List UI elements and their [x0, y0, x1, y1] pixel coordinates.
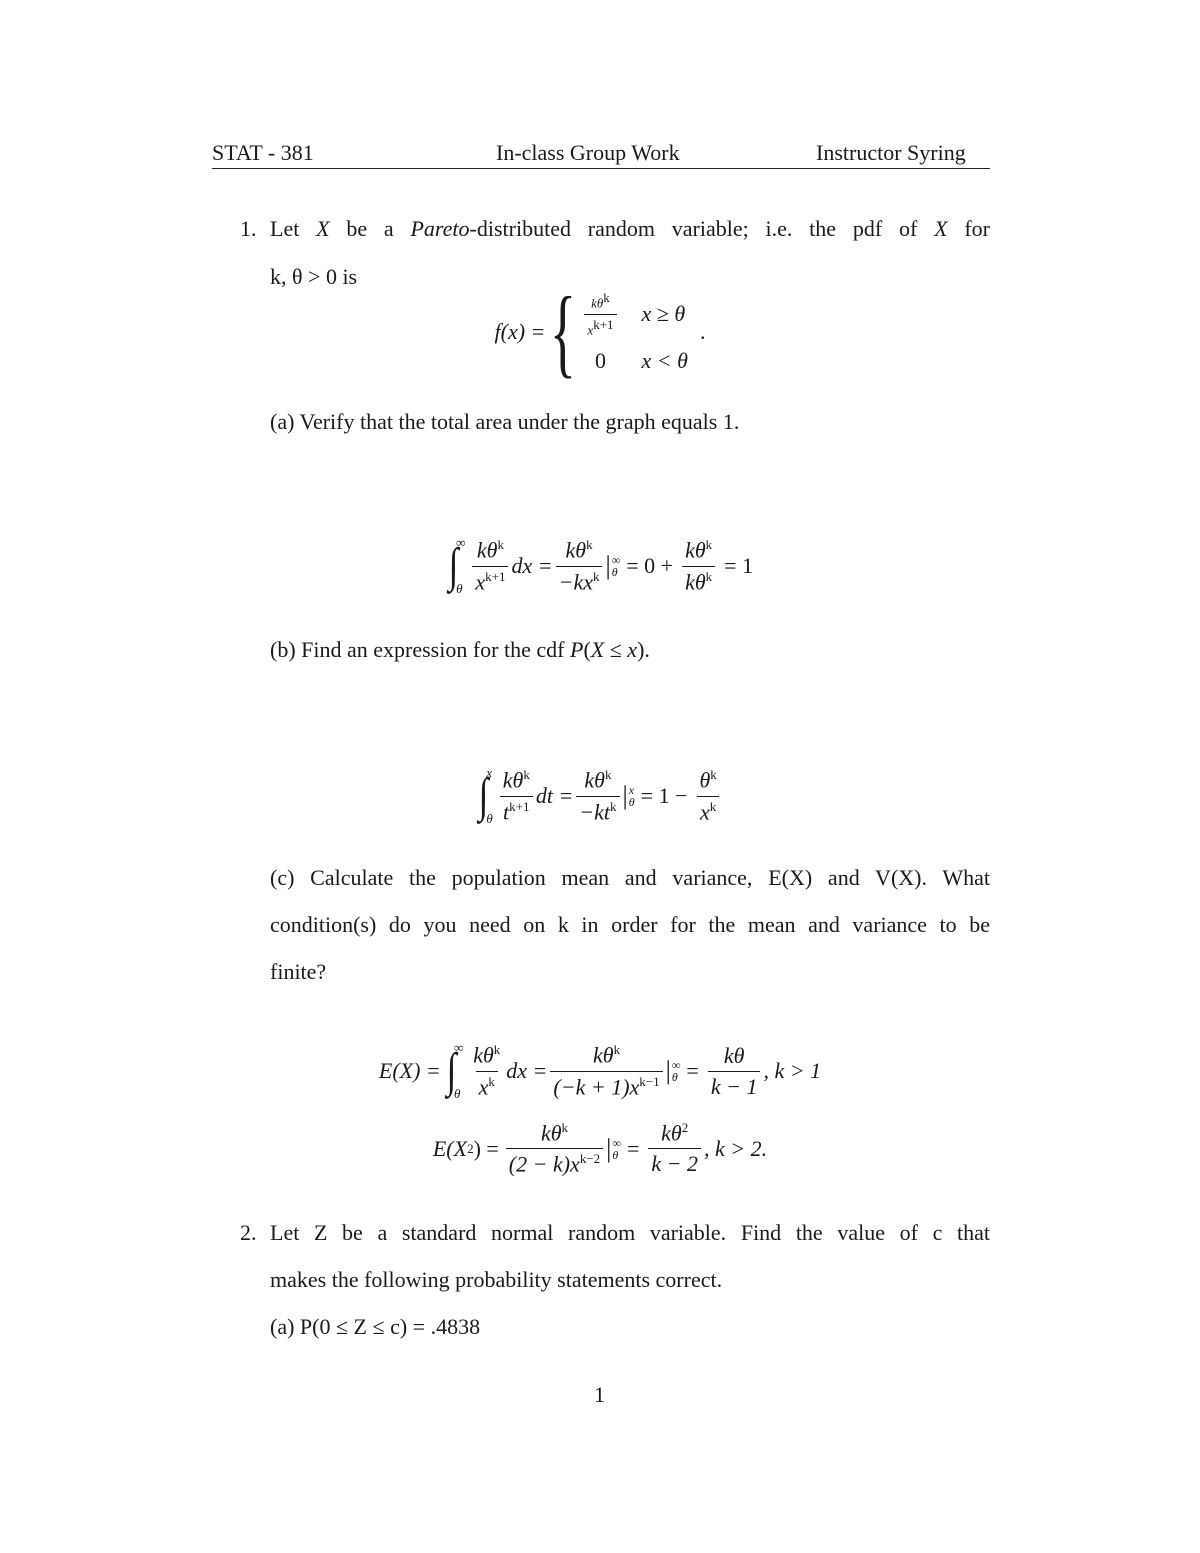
integral-sign: ∫: [448, 539, 459, 592]
frac-num: θ: [699, 767, 711, 793]
upper-limit: ∞: [453, 1040, 464, 1055]
frac-sup: k−1: [639, 1073, 660, 1089]
differential: dx =: [511, 553, 553, 578]
equals-sign: =: [626, 1135, 640, 1161]
pdf-case1-condition: x ≥ θ: [641, 301, 686, 326]
frac-sup: 2: [681, 1120, 689, 1136]
frac-sup: k: [488, 1073, 495, 1089]
text-fragment: (b) Find an expression for the cdf: [270, 637, 570, 662]
left-brace: {: [550, 276, 577, 387]
frac-num: kθ: [473, 1042, 494, 1068]
frac-sup: k−2: [579, 1151, 601, 1167]
pdf-equation: [300, 276, 900, 387]
header-rule: [212, 168, 990, 169]
q1-part-c-line2: condition(s) do you need on k in order for the mean and variance to be: [270, 912, 990, 937]
frac-num: kθ: [565, 537, 587, 563]
q1-part-b: [270, 637, 650, 663]
italic-term: Pareto: [410, 216, 470, 241]
differential: dx =: [506, 1058, 548, 1083]
eval-lower: θ: [628, 795, 635, 809]
eval-upper: ∞: [612, 1135, 621, 1150]
q2-line2: makes the following probability statements correct.: [270, 1267, 723, 1292]
frac-den: −kx: [558, 568, 593, 594]
integral-sign: ∫: [446, 1044, 457, 1097]
solution-c-mean: E(X) = ∫ ∞ θ $\frac{k\theta^k}{x^k}$ dx = $\frac{k\theta^k}{(-k + 1)x^{k-1}}$ | ∞ θ = $\frac{k\theta}{k - 1}$ , k > 1: [378, 1040, 822, 1101]
math-var: X: [934, 216, 948, 241]
fraction: [500, 767, 533, 825]
frac-sup: k: [493, 1042, 501, 1058]
equation-lhs: E(X: [432, 1135, 468, 1161]
math-var: P: [569, 637, 584, 662]
lhs-sup: 2: [467, 1140, 474, 1156]
pdf-trail: .: [699, 319, 706, 344]
frac-sup: k: [561, 1120, 569, 1135]
pdf-lhs: f(x) =: [494, 319, 546, 344]
frac-num: kθ: [584, 767, 605, 793]
text-fragment: -distributed random variable; i.e. the pdf of: [469, 216, 935, 241]
equation-lhs-end: ) =: [473, 1135, 499, 1161]
frac-sup: k: [586, 537, 593, 553]
eval-upper: ∞: [611, 553, 621, 567]
math-var: X: [316, 216, 330, 241]
text-fragment: Let: [270, 216, 317, 241]
page-number: 1: [594, 1382, 605, 1407]
frac-den: kθ: [685, 568, 706, 594]
frac-sup: k+1: [509, 798, 530, 814]
q1-intro-line2: k, θ > 0 is: [270, 264, 358, 289]
text-fragment: ≤: [604, 637, 628, 662]
fraction: [556, 537, 603, 595]
frac-num: kθ: [723, 1042, 745, 1068]
fraction: [550, 1042, 662, 1100]
upper-limit: x: [486, 765, 493, 780]
frac-sup: k: [497, 537, 504, 553]
equals-sign: =: [686, 1058, 699, 1083]
header-instructor: Instructor Syring: [816, 140, 966, 165]
eval-upper: x: [628, 783, 635, 797]
frac-num: kθ: [685, 537, 706, 563]
frac-num: kθ: [540, 1120, 562, 1146]
equation-end: = 1: [724, 553, 754, 578]
lower-limit: θ: [486, 811, 493, 826]
header-course: STAT - 381: [212, 140, 314, 165]
frac-sup: k: [603, 290, 610, 306]
header-title: In-class Group Work: [496, 140, 680, 165]
frac-den: k − 2: [651, 1151, 698, 1177]
eval-lower: θ: [612, 1147, 619, 1162]
frac-den: t: [503, 798, 510, 824]
frac-num: kθ: [502, 767, 524, 793]
q1-part-c-line3: finite?: [270, 959, 327, 984]
fraction: [708, 1043, 761, 1100]
differential: dt =: [535, 783, 574, 808]
frac-den: (2 − k)x: [508, 1151, 580, 1177]
pdf-case2-condition: x < θ: [641, 347, 688, 373]
frac-den: k − 1: [710, 1073, 758, 1099]
fraction: [682, 537, 715, 595]
equation-middle: = 1 −: [640, 783, 688, 808]
evaluation-bounds: [612, 1137, 621, 1161]
pdf-case1-fraction: [584, 290, 616, 338]
frac-sup: k: [604, 767, 612, 783]
fraction: [648, 1120, 701, 1177]
solution-a: ∫ ∞ θ $\frac{k\theta^k}{x^{k+1}}$ dx = $\frac{k\theta^k}{-kx^k}$ | ∞ θ = 0 + $\frac{k\theta^k}{k\theta^k}$ = 1: [448, 535, 754, 596]
frac-sup: k: [709, 798, 717, 814]
pdf-cases: [581, 290, 688, 374]
eval-upper: ∞: [671, 1058, 681, 1072]
frac-den: x: [700, 798, 710, 824]
q2-number: 2.: [240, 1220, 257, 1245]
lower-limit: θ: [453, 1086, 461, 1101]
frac-num: kθ: [591, 295, 604, 311]
fraction: [472, 537, 508, 595]
fraction: [506, 1120, 603, 1178]
frac-sup: k: [610, 798, 617, 814]
frac-sup: k: [613, 1042, 621, 1058]
evaluation-bounds: [612, 554, 621, 578]
fraction: [576, 767, 619, 825]
eval-lower: θ: [671, 1070, 678, 1084]
frac-den: x: [478, 1073, 489, 1099]
solution-c-second-moment: E(X 2 ) = $\frac{k\theta^k}{(2 - k)x^{k-2}}$ | ∞ θ = $\frac{k\theta^2}{k - 2}$ , k > 2.: [432, 1120, 768, 1177]
frac-sup: k: [523, 767, 530, 783]
integral-sign: ∫: [478, 769, 489, 822]
text-fragment: for: [947, 216, 990, 241]
lower-limit: θ: [456, 581, 463, 596]
pdf-case2-value: 0: [594, 347, 606, 373]
equation-lhs: E(X) =: [378, 1058, 441, 1083]
frac-sup: k: [705, 537, 713, 553]
text-fragment: ).: [637, 637, 650, 662]
frac-num: kθ: [476, 537, 498, 563]
text-fragment: (: [583, 637, 591, 662]
equation-end: , k > 2.: [704, 1135, 768, 1161]
math-var: X: [590, 637, 605, 662]
fraction: [696, 767, 719, 825]
solution-b: ∫ x θ $\frac{k\theta^k}{t^{k+1}}$ dt = $\frac{k\theta^k}{-kt^k}$ | x θ = 1 − $\frac{\theta^k}{x^k}$: [200, 765, 1000, 827]
frac-sup: k: [705, 568, 713, 584]
equation-middle: = 0 +: [626, 553, 674, 578]
q1-part-a: (a) Verify that the total area under the graph equals 1.: [270, 409, 740, 434]
frac-sup: k: [710, 767, 717, 783]
frac-sup: k+1: [485, 568, 506, 584]
q2-line1: Let Z be a standard normal random variable. Find the value of c that: [270, 1220, 990, 1245]
text-fragment: be a: [329, 216, 411, 241]
q1-part-c-line1: (c) Calculate the population mean and variance, E(X) and V(X). What: [270, 865, 990, 890]
equation-end: , k > 1: [763, 1058, 822, 1083]
q1-number: 1.: [240, 216, 257, 241]
evaluation-bounds: [672, 1059, 681, 1083]
fraction: [470, 1042, 503, 1100]
evaluation-bounds: [629, 784, 635, 808]
frac-den: (−k + 1)x: [553, 1073, 640, 1099]
frac-sup: k: [592, 568, 600, 584]
frac-sup: k+1: [593, 316, 614, 332]
frac-den: x: [587, 321, 594, 337]
q1-intro-line1: [270, 216, 990, 242]
frac-den: x: [475, 568, 486, 594]
eval-lower: θ: [611, 565, 618, 579]
q2-part-a: (a) P(0 ≤ Z ≤ c) = .4838: [270, 1314, 481, 1339]
math-var: x: [627, 637, 638, 662]
frac-num: kθ: [661, 1120, 682, 1146]
frac-num: kθ: [592, 1042, 614, 1068]
frac-den: −kt: [579, 798, 611, 824]
upper-limit: ∞: [456, 535, 466, 550]
